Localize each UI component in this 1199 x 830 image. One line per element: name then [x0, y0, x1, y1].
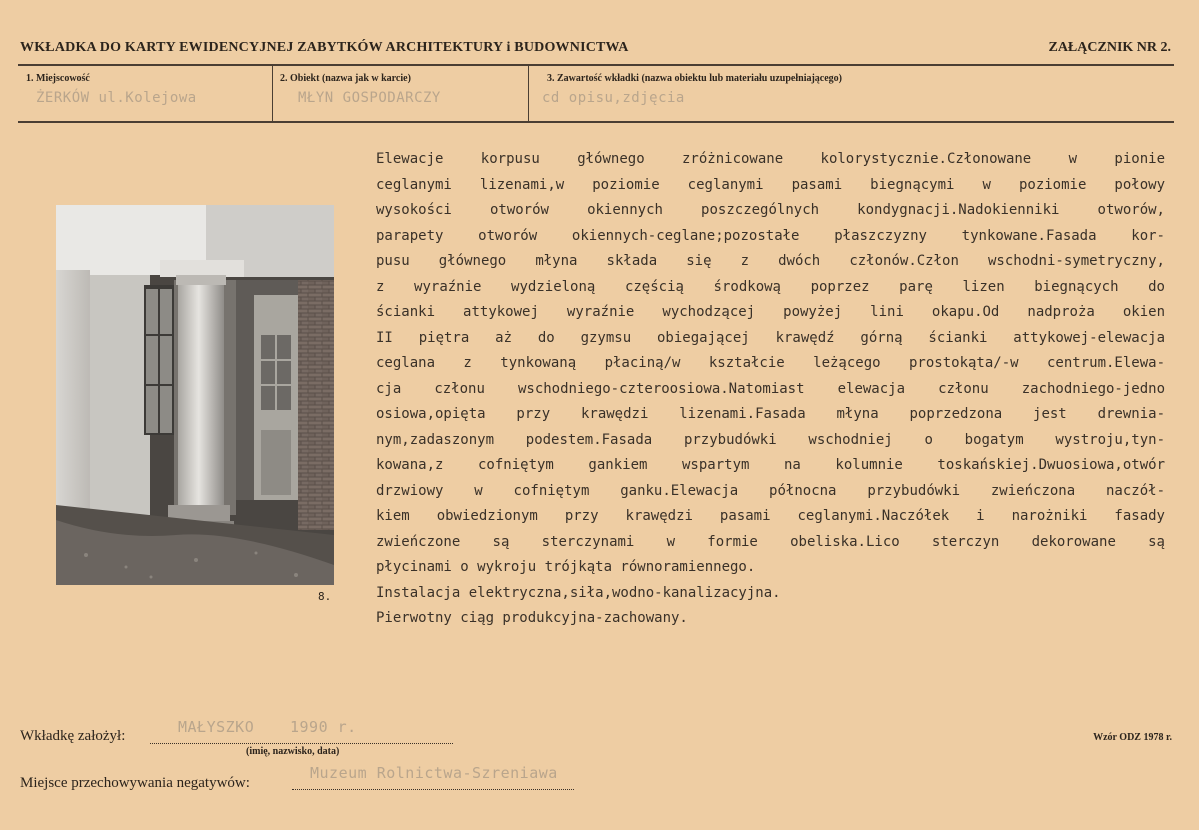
- description-line: Instalacja elektryczna,siła,wodno-kanalizacyjna.: [376, 584, 781, 601]
- description-line: cja członu wschodniego-czteroosiowa.Natomiast elewacja członu zachodniego-jedno: [376, 380, 1165, 397]
- description-line: ścianki attykowej wyraźnie wychodzącej powyżej lini okapu.Od nadproża okien: [376, 304, 1165, 320]
- storage-value: Muzeum Rolnictwa-Szreniawa: [310, 764, 558, 782]
- description-line: Elewacje korpusu głównego zróżnicowane kolorystycznie.Członowane w pionie: [376, 151, 1165, 167]
- form-template-code: Wzór ODZ 1978 r.: [1093, 732, 1172, 743]
- contents-label: 3. Zawartość wkładki (nazwa obiektu lub materiału uzupełniającego): [547, 73, 843, 84]
- field-divider: [528, 66, 529, 121]
- description-line: II piętra aż do gzymsu obiegającej krawędź górną ścianki attykowej-elewacja: [376, 329, 1165, 346]
- locality-value: ŻERKÓW ul.Kolejowa: [36, 90, 197, 106]
- description-line: ceglana z tynkowaną płaciną/w kształcie leżącego prostokąta/-w centrum.Elewa-: [376, 355, 1165, 371]
- header-rule-top: [18, 64, 1174, 66]
- founder-label: Wkładkę założył:: [20, 728, 126, 744]
- founder-name: MAŁYSZKO: [178, 718, 255, 736]
- description-line: ceglanymi lizenami,w poziomie ceglanymi pasami biegnącymi w poziomie połowy: [376, 176, 1165, 193]
- description-line: drzwiowy w cofniętym ganku.Elewacja północna przybudówki zwieńczona naczół-: [376, 482, 1165, 499]
- founder-dotted-line: [150, 743, 453, 744]
- storage-label: Miejsce przechowywania negatywów:: [20, 775, 250, 791]
- description-line: pusu głównego młyna składa się z dwóch członów.Człon wschodni-symetryczny,: [376, 253, 1165, 269]
- locality-label: 1. Miejscowość: [26, 73, 90, 84]
- description-line: płycinami o wykroju trójkąta równoramiennego.: [376, 559, 756, 575]
- photo-number: 8.: [318, 590, 332, 603]
- description-line: wysokości otworów okiennych poszczególnych kondygnacji.Nadokienniki otworów,: [376, 202, 1165, 218]
- description-line: nym,zadaszonym podestem.Fasada przybudówki wschodniej o bogatym wystroju,tyn-: [376, 431, 1165, 448]
- founder-year: 1990 r.: [290, 718, 357, 736]
- storage-dotted-line: [292, 789, 574, 790]
- description-line: Pierwotny ciąg produkcyjna-zachowany.: [376, 610, 688, 626]
- description-text: [376, 147, 1165, 632]
- description-line: kowana,z cofniętym gankiem wspartym na kolumnie toskańskiej.Dwuosiowa,otwór: [376, 457, 1165, 473]
- portico-photo-image: [56, 205, 334, 585]
- contents-value: cd opisu,zdjęcia: [542, 90, 685, 106]
- description-line: kiem obwiedzionym przy krawędzi pasami ceglanymi.Naczółek i narożniki fasady: [376, 508, 1165, 524]
- card-title: WKŁADKA DO KARTY EWIDENCYJNEJ ZABYTKÓW ARCHITEKTURY i BUDOWNICTWA: [20, 40, 629, 55]
- field-divider: [272, 66, 273, 121]
- description-line: osiowa,opięta przy krawędzi lizenami.Fasada młyna poprzedzona jest drewnia-: [376, 406, 1165, 422]
- founder-sublabel: (imię, nazwisko, data): [246, 746, 340, 757]
- object-value: MŁYN GOSPODARCZY: [298, 90, 441, 106]
- building-photo: [56, 205, 334, 585]
- header-rule-bottom: [18, 121, 1174, 123]
- object-label: 2. Obiekt (nazwa jak w karcie): [280, 73, 411, 84]
- description-line: parapety otworów okiennych-ceglane;pozostałe płaszczyzny tynkowane.Fasada kor-: [376, 227, 1165, 244]
- description-line: zwieńczone są sterczynami w formie obeliska.Lico sterczyn dekorowane są: [376, 533, 1165, 550]
- annex-number: ZAŁĄCZNIK NR 2.: [1048, 40, 1171, 55]
- description-line: z wyraźnie wydzieloną częścią środkową poprzez parę lizen biegnących do: [376, 278, 1165, 295]
